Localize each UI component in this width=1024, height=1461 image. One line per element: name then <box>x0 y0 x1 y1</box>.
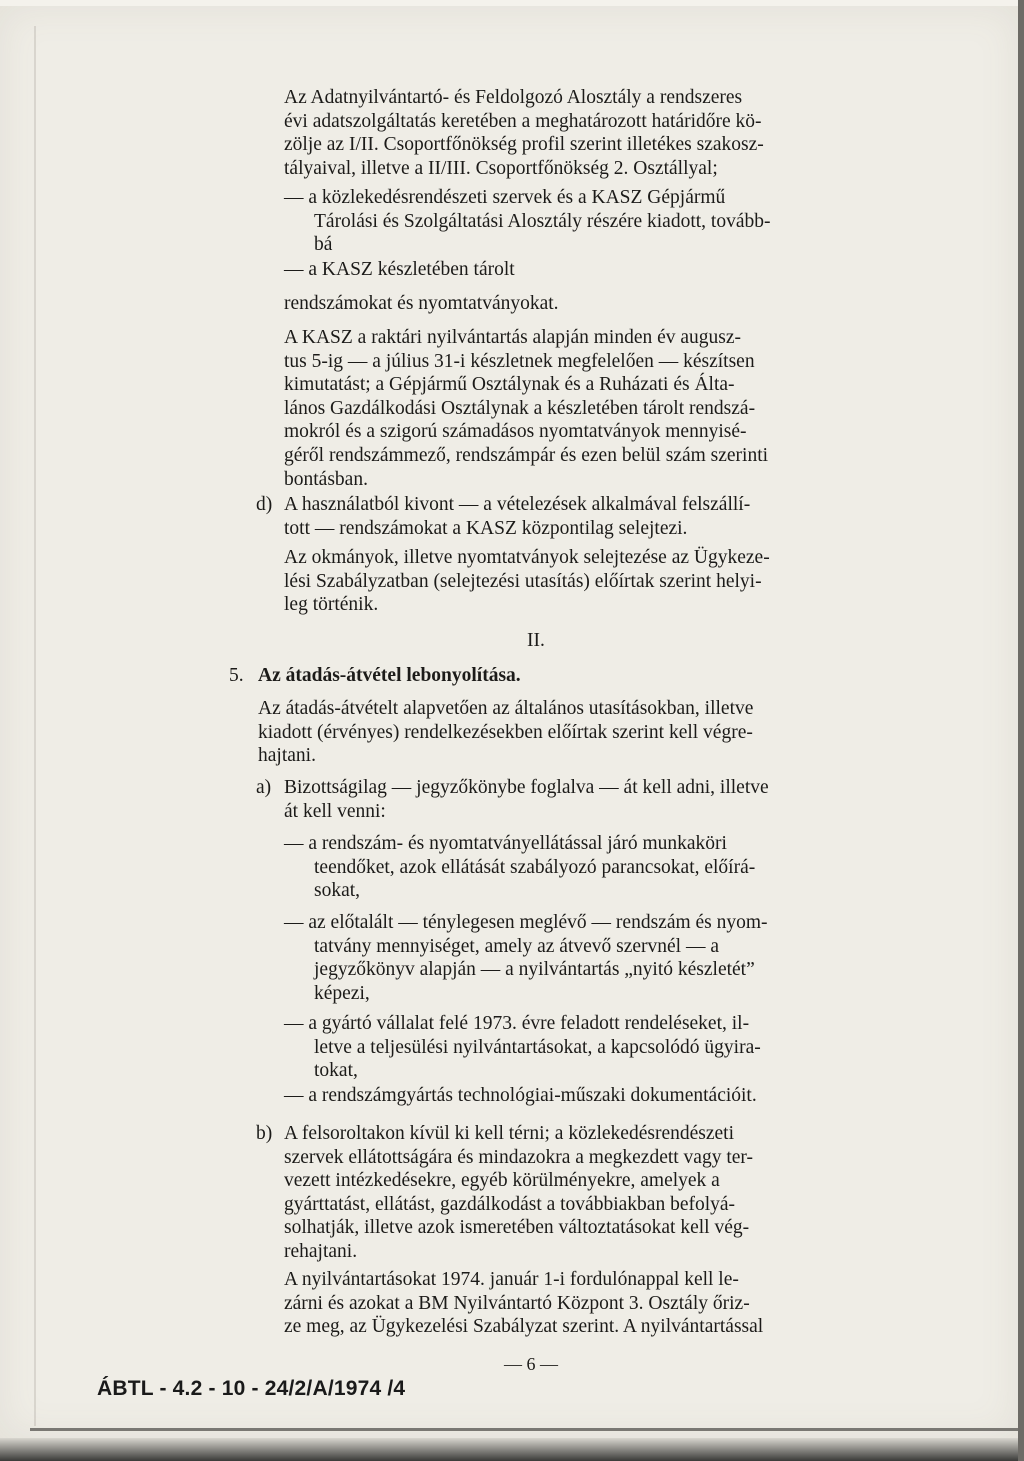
item-a-dash-2 <box>284 911 850 1005</box>
paragraph-atadas-atvetel <box>258 697 850 768</box>
text-line: tatvány mennyiséget, amely az átvevő szervnél — a <box>314 935 720 957</box>
item-a-dash-3 <box>284 1012 850 1083</box>
text-line: ze meg, az Ügykezelési Szabályzat szerint. A nyilvántartással <box>284 1316 764 1338</box>
paragraph-nyilvantartas-lezaras <box>284 1268 850 1339</box>
page-fold-line <box>34 26 36 1426</box>
text-line: kiadott (érvényes) rendelkezésekben előírtak szerint kell végre- <box>258 721 753 743</box>
document-page <box>0 6 1018 1438</box>
text-line: szervek ellátottságára és mindazokra a megkezdett vagy ter- <box>284 1146 754 1168</box>
text-line: Bizottságilag — jegyzőkönybe foglalva — át kell adni, illetve <box>284 777 769 798</box>
item-d-text <box>284 493 850 540</box>
bottom-rule <box>30 1428 1018 1431</box>
text-line: át kell venni: <box>284 800 386 822</box>
text-line: rehajtani. <box>284 1240 358 1262</box>
item-a-label: a) <box>256 777 272 798</box>
page-number: — 6 — <box>504 1354 558 1374</box>
section5-number: 5. <box>229 665 244 686</box>
closing-line <box>284 292 850 316</box>
archive-reference-stamp: ÁBTL - 4.2 - 10 - 24/2/A/1974 /4 <box>97 1377 406 1400</box>
text-line: — az előtalált — ténylegesen meglévő — rendszám és nyom- <box>284 912 768 933</box>
item-a-text <box>284 776 850 823</box>
paragraph-kasz-kimutatas <box>284 326 850 491</box>
text-line: tokat, <box>314 1060 358 1082</box>
text-line: — a rendszám- és nyomtatványellátással járó munkaköri <box>284 833 727 854</box>
text-line: tus 5-ig — a július 31-i készletnek megfelelően — készítsen <box>284 350 755 372</box>
text-line: — a gyártó vállalat felé 1973. évre feladott rendeléseket, il- <box>284 1013 750 1034</box>
text-line: sokat, <box>314 880 361 902</box>
paragraph-adatszolgaltatas <box>284 86 850 180</box>
text-line: géről rendszámmező, rendszámpár és ezen belül szám szerinti <box>284 444 769 466</box>
right-edge-shadow <box>1018 0 1024 1461</box>
text-line: kimutatást; a Gépjármű Osztálynak és a Ruházati és Álta- <box>284 374 735 396</box>
bottom-edge <box>0 1438 1024 1461</box>
text-line: solhatják, illetve azok ismeretében változtatásokat kell vég- <box>284 1217 750 1239</box>
text-line: A KASZ a raktári nyilvántartás alapján minden év augusz- <box>284 327 742 348</box>
section-numeral: II. <box>527 630 545 651</box>
text-line: letve a teljesülési nyilvántartásokat, a kapcsolódó ügyira- <box>314 1036 761 1058</box>
text-line: tályaival, illetve a II/III. Csoportfőnökség 2. Osztállyal; <box>284 157 718 179</box>
text-line: bontásban. <box>284 468 368 490</box>
text-line: jegyzőkönyv alapján — a nyilvántartás „nyitó készletét” <box>314 959 755 981</box>
text-line: zárni és azokat a BM Nyilvántartó Központ 3. Osztály őriz- <box>284 1292 750 1314</box>
dash-item-kasz-keszlet <box>284 258 850 282</box>
text-line: bá <box>314 234 333 256</box>
text-line: lési Szabályzatban (selejtezési utasítás) előírtak szerint helyi- <box>284 570 762 592</box>
text-line: rendszámokat és nyomtatványokat. <box>284 293 559 314</box>
text-line: Tárolási és Szolgáltatási Alosztály részére kiadott, tovább- <box>314 210 771 232</box>
text-line: A nyilvántartásokat 1974. január 1-i fordulónappal kell le- <box>284 1269 739 1290</box>
text-line: leg történik. <box>284 594 379 616</box>
text-line: képezi, <box>314 982 370 1004</box>
paragraph-selejtezes <box>284 546 850 617</box>
text-line: mokról és a szigorú számadásos nyomtatványok mennyisé- <box>284 421 747 443</box>
text-line: zölje az I/II. Csoportfőnökség profil szerint illetékes szakosz- <box>284 134 764 156</box>
text-line: gyárttatást, ellátást, gazdálkodást a továbbiakban befolyá- <box>284 1193 736 1215</box>
text-line: — a rendszámgyártás technológiai-műszaki dokumentációit. <box>284 1085 757 1106</box>
page-top-strip <box>0 0 1024 6</box>
section5-title: Az átadás-átvétel lebonyolítása. <box>258 665 521 686</box>
text-line: Az okmányok, illetve nyomtatványok selejtezése az Ügykeze- <box>284 547 770 568</box>
text-line: évi adatszolgáltatás keretében a meghatározott határidőre kö- <box>284 110 762 132</box>
text-line: A felsoroltakon kívül ki kell térni; a közlekedésrendészeti <box>284 1123 734 1144</box>
item-d-label: d) <box>256 494 273 515</box>
text-line: Az Adatnyilvántartó- és Feldolgozó Alosztály a rendszeres <box>284 87 743 108</box>
item-b-text <box>284 1122 850 1264</box>
text-line: lános Gazdálkodási Osztálynak a készletében tárolt rendszá- <box>284 397 756 419</box>
item-a-dash-4 <box>284 1084 850 1108</box>
text-line: — a KASZ készletében tárolt <box>284 259 515 280</box>
text-line: Az átadás-átvételt alapvetően az általános utasításokban, illetve <box>258 698 754 719</box>
text-line: vezett intézkedésekre, egyéb körülményekre, amelyek a <box>284 1170 720 1192</box>
text-line: tott — rendszámokat a KASZ központilag selejtezi. <box>284 517 688 539</box>
text-line: A használatból kivont — a vételezések alkalmával felszállí- <box>284 494 751 515</box>
dash-item-kozlekedesrendeszeti <box>284 186 850 257</box>
item-b-label: b) <box>256 1123 273 1144</box>
text-line: teendőket, azok ellátását szabályozó parancsokat, előírá- <box>314 856 756 878</box>
item-a-dash-1 <box>284 832 850 903</box>
text-line: hajtani. <box>258 745 316 767</box>
text-line: — a közlekedésrendészeti szervek és a KASZ Gépjármű <box>284 187 726 208</box>
